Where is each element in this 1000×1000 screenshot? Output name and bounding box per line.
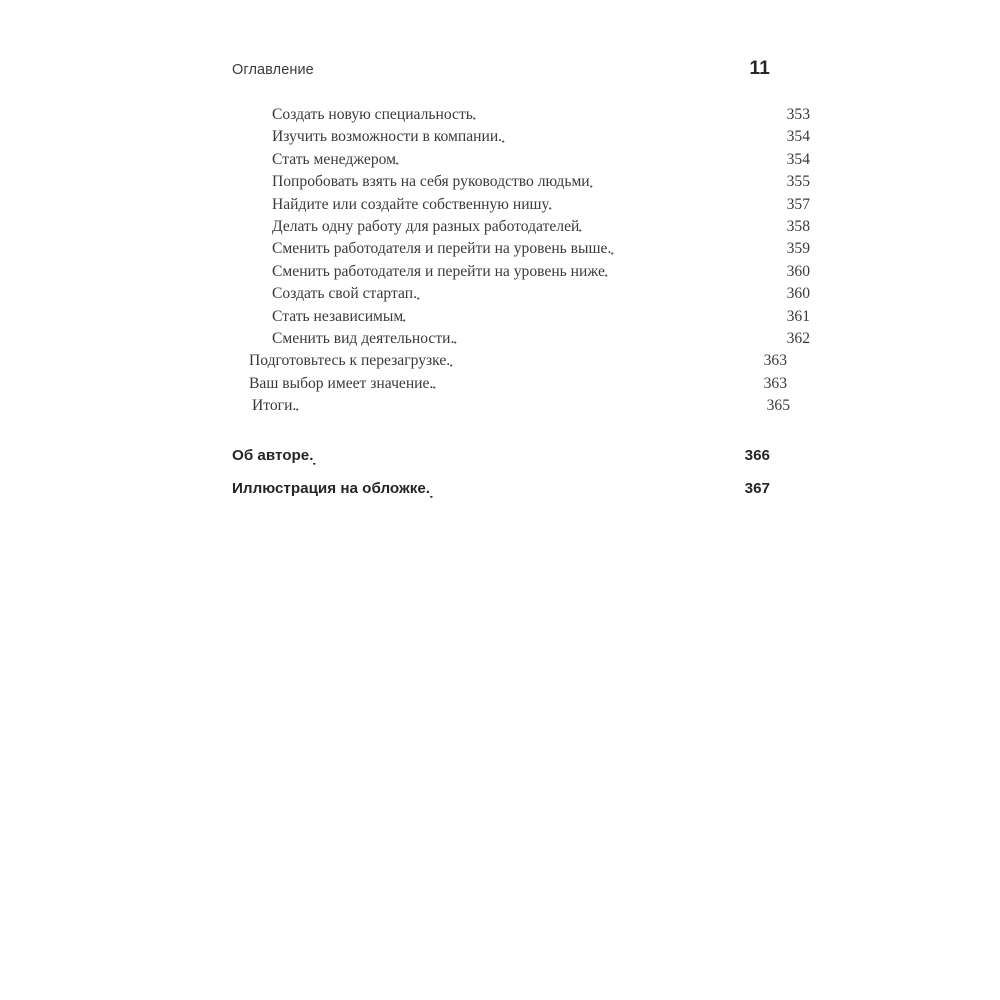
toc-entry-title: Создать свой стартап.: [272, 285, 417, 303]
toc-entry-title: Найдите или создайте собственную нишу: [272, 195, 550, 213]
toc-entry[interactable]: [232, 350, 787, 372]
toc-entry[interactable]: [232, 238, 810, 260]
toc-dot-leader: [296, 408, 757, 417]
toc-entry-page-number: 360: [786, 262, 810, 280]
table-of-contents: [232, 104, 810, 505]
toc-entry[interactable]: [232, 194, 810, 216]
toc-dot-leader: [579, 229, 777, 238]
toc-entry-title: Создать новую специальность: [272, 106, 473, 123]
toc-entry-title: Стать независимым: [272, 307, 404, 325]
toc-entry-page-number: 362: [786, 329, 810, 347]
toc-entry-page-number: 355: [786, 173, 810, 191]
toc-entry-page-number: 354: [786, 150, 810, 168]
toc-entry-title: Иллюстрация на обложке.: [232, 480, 431, 498]
toc-dot-leader: [590, 185, 777, 194]
toc-entry[interactable]: [232, 439, 770, 472]
toc-entry-page-number: 363: [763, 374, 787, 392]
toc-dot-leader: [473, 117, 777, 126]
toc-dot-leader: [611, 252, 777, 261]
toc-entry-title: Стать менеджером: [272, 150, 396, 168]
toc-dot-leader: [403, 319, 777, 328]
toc-entry-page-number: 361: [786, 307, 810, 325]
toc-entry-page-number: 353: [786, 106, 810, 123]
toc-entry-page-number: 367: [744, 480, 770, 498]
toc-entry[interactable]: [232, 395, 790, 417]
toc-dot-leader: [450, 364, 754, 373]
toc-dot-leader: [313, 463, 735, 472]
toc-entry-title: Делать одну работу для разных работодателей: [272, 217, 580, 235]
running-head: [232, 58, 770, 80]
toc-entry[interactable]: [232, 261, 810, 283]
toc-dot-leader: [433, 386, 754, 395]
toc-entry-page-number: 357: [786, 195, 810, 213]
toc-entry[interactable]: [232, 472, 770, 505]
toc-entry-title: Ваш выбор имеет значение.: [249, 374, 434, 392]
toc-entry[interactable]: [232, 306, 810, 328]
toc-entry-title: Итоги.: [252, 397, 297, 415]
page-number-folio: 11: [749, 58, 770, 79]
toc-entry-title: Изучить возможности в компании.: [272, 128, 503, 146]
toc-entry-page-number: 360: [786, 285, 810, 303]
toc-dot-leader: [605, 274, 777, 283]
toc-entry-page-number: 363: [763, 352, 787, 370]
toc-entry-page-number: 366: [744, 447, 770, 465]
toc-entry[interactable]: [232, 126, 810, 148]
toc-entry-title: Сменить вид деятельности.: [272, 329, 455, 347]
toc-entry[interactable]: [232, 283, 810, 305]
toc-entry[interactable]: [232, 373, 787, 395]
toc-dot-leader: [430, 496, 735, 505]
toc-dot-leader: [396, 162, 777, 171]
toc-entry[interactable]: [232, 171, 810, 193]
toc-entry-page-number: 358: [786, 217, 810, 235]
toc-entry-title: Сменить работодателя и перейти на уровень ниже: [272, 262, 605, 280]
toc-entry-title: Попробовать взять на себя руководство людьми: [272, 173, 590, 191]
toc-dot-leader: [417, 297, 777, 306]
toc-entry[interactable]: [232, 216, 810, 238]
running-head-title: Оглавление: [232, 62, 314, 78]
toc-entry-page-number: 365: [766, 397, 790, 415]
toc-entry-page-number: 354: [786, 128, 810, 146]
toc-entry[interactable]: [232, 328, 810, 350]
toc-entry-title: Подготовьтесь к перезагрузке.: [249, 352, 451, 370]
toc-entry-title: Сменить работодателя и перейти на уровень выше.: [272, 240, 612, 258]
toc-section-gap: [232, 417, 770, 439]
toc-entry[interactable]: [232, 104, 810, 126]
toc-dot-leader: [454, 341, 777, 350]
toc-entry-title: Об авторе.: [232, 447, 314, 465]
toc-entry[interactable]: [232, 149, 810, 171]
toc-entry-page-number: 359: [786, 240, 810, 258]
toc-dot-leader: [502, 140, 777, 149]
toc-dot-leader: [549, 207, 777, 216]
